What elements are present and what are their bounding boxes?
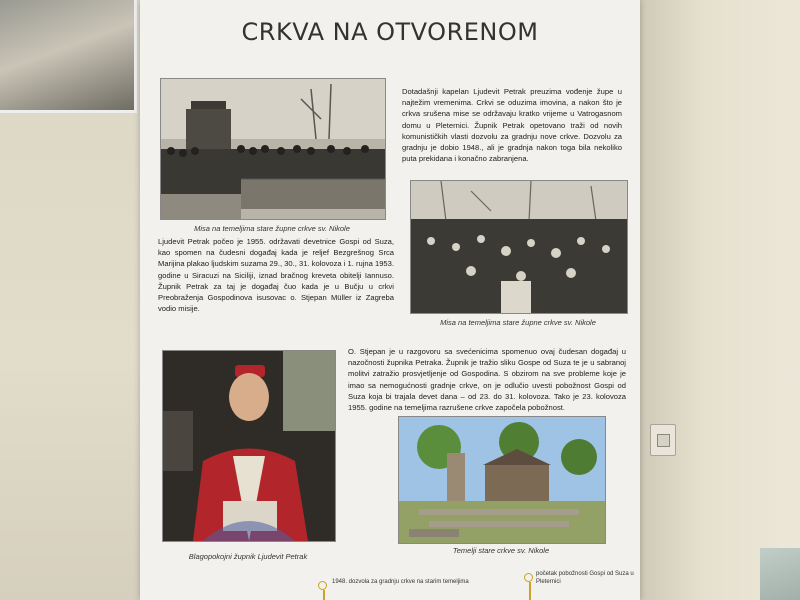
timeline-marker-1 [318, 581, 327, 590]
paragraph-3: O. Stjepan je u razgovoru sa svećenicima spomenuo ovaj čudesan događaj u nazočnosti župnika Petraka. Župnik je tražio sliku Gospe od Suza te je u sabranoj molitvi zatražio prosvjetljenje od Gospodina. S obzirom na sve probleme koje je imao sa nemogućnosti gradnje crkve, on je odlučio uvesti pobožnost Gospi od Suza koja bi trajala devet dana – od 23. do 31. kolovoza. Tako je 23. kolovoza 1955. godine na temeljima razrušene crkve započela pobožnost. [348, 347, 626, 413]
timeline-marker-2 [524, 573, 533, 582]
photo-mass-crowd-2 [410, 180, 628, 314]
banner-title: CRKVA NA OTVORENOM [241, 18, 539, 46]
photo-mass-crowd-1 [160, 78, 386, 220]
photo-priest-portrait [162, 350, 336, 542]
glass-shelf [760, 548, 800, 600]
timeline-strip [140, 568, 640, 600]
timeline-connector-1 [323, 590, 325, 600]
caption-photo-2: Misa na temeljima stare župne crkve sv. Nikole [440, 318, 596, 327]
exhibition-banner [140, 0, 640, 600]
caption-photo-1: Misa na temeljima stare župne crkve sv. Nikole [194, 224, 350, 233]
paragraph-2: Ljudevit Petrak počeo je 1955. održavati devetnice Gospi od Suza, kao spomen na čudesni događaj kada je reljef Bezgrešnog Srca Marijina plakao ljudskim suzama 29., 30., 31. kolovoza i 1. rujna 1953. godine u Siracuzi na Siciliji, iznad bračnog kreveta obitelji Iannuso. Župnik Petrak za taj je događaj čuo kada je u Bučju u crkvi Preobraženja Gospodinova isusovac o. Stjepan Müller iz Zagreba vodio misije. [158, 237, 394, 314]
photo-church-foundations [398, 416, 606, 544]
timeline-label-1: 1948. dozvola za gradnju crkve na starim temeljima [332, 579, 469, 585]
paragraph-1: Dotadašnji kapelan Ljudevit Petrak preuzima vođenje župe u najtežim vremenima. Crkvi se oduzima imovina, a nakon što je crkva srušena mise se održavaju kratko vrijeme u Vatrogasnom domu u Pleternici. Župnik Petrak opetovano traži od novih komunističkih vlasti dozvolu za gradnju nove crkve. Dozvolu za gradnju je dobio 1948., ali je gradnja nakon toga bila nekoliko puta prekidana i konačno zabranjena. [402, 87, 622, 164]
caption-photo-3: Blagopokojni župnik Ljudevit Petrak [188, 552, 308, 561]
caption-photo-4: Temelji stare crkve sv. Nikole [452, 546, 550, 555]
wall-switch [650, 424, 676, 456]
timeline-label-2: početak pobožnosti Gospi od Suza u Pleternici [536, 571, 634, 585]
framed-photo-left [0, 0, 137, 113]
wall-right [640, 0, 800, 600]
timeline-connector-2 [529, 582, 531, 600]
